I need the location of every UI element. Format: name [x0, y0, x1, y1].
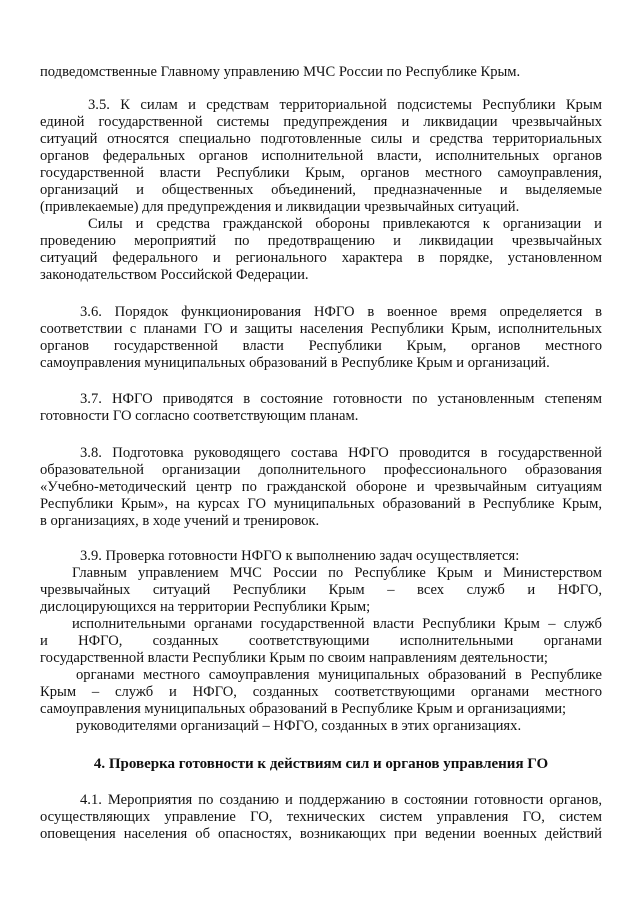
paragraph-line: образовательной организации дополнительного профессионального образования	[40, 462, 602, 478]
paragraph-line: (привлекаемые) для предупреждения и ликвидации чрезвычайных ситуаций.	[40, 199, 520, 215]
paragraph-line: «Учебно-методический центр по гражданской обороне и чрезвычайным ситуациям	[40, 479, 602, 495]
paragraph-line: готовности ГО согласно соответствующим планам.	[40, 408, 359, 424]
paragraph-line: самоуправления муниципальных образований в Республике Крым и организаций.	[40, 355, 550, 371]
paragraph-line: 3.8. Подготовка руководящего состава НФГО проводится в государственной	[80, 445, 602, 461]
paragraph-line: ситуаций относятся специально подготовленные силы и средства территориальных	[40, 131, 602, 147]
paragraph-line: 4.1. Мероприятия по созданию и поддержанию в состоянии готовности органов,	[80, 792, 602, 808]
paragraph-line: чрезвычайных ситуаций Республики Крым – всех служб и НФГО,	[40, 582, 602, 598]
paragraph-line: исполнительными органами государственной власти Республики Крым – служб	[72, 616, 602, 632]
paragraph-line: оповещения населения об опасностях, возникающих при ведении военных действий	[40, 826, 602, 842]
paragraph-line: 3.9. Проверка готовности НФГО к выполнению задач осуществляется:	[80, 548, 520, 564]
paragraph-line: Крым – служб и НФГО, созданных соответствующими органами местного	[40, 684, 602, 700]
paragraph-line: подведомственные Главному управлению МЧС России по Республике Крым.	[40, 64, 521, 80]
paragraph-line: 3.7. НФГО приводятся в состояние готовности по установленным степеням	[80, 391, 602, 407]
paragraph-line: Главным управлением МЧС России по Республике Крым и Министерством	[72, 565, 602, 581]
paragraph-line: органов государственной власти Республики Крым, органов местного	[40, 338, 602, 354]
paragraph-line: 3.5. К силам и средствам территориальной подсистемы Республики Крым	[88, 97, 602, 113]
paragraph-line: организаций и общественных объединений, предназначенные и выделяемые	[40, 182, 602, 198]
paragraph-line: органами местного самоуправления муниципальных образований в Республике	[76, 667, 602, 683]
paragraph-line: 3.6. Порядок функционирования НФГО в военное время определяется в	[80, 304, 602, 320]
paragraph-line: проведению мероприятий по предотвращению и ликвидации чрезвычайных	[40, 233, 602, 249]
paragraph-line: осуществляющих управление ГО, технических систем управления ГО, систем	[40, 809, 602, 825]
paragraph-line: и НФГО, созданных соответствующими исполнительными органами	[40, 633, 602, 649]
paragraph-line: Республики Крым», на курсах ГО муниципальных образований в Республике Крым,	[40, 496, 602, 512]
paragraph-line: законодательством Российской Федерации.	[40, 267, 309, 283]
paragraph-line: единой государственной системы предупреждения и ликвидации чрезвычайных	[40, 114, 602, 130]
paragraph-line: государственной власти Республики Крым по своим направлениям деятельности;	[40, 650, 548, 666]
paragraph-line: Силы и средства гражданской обороны привлекаются к организации и	[88, 216, 602, 232]
paragraph-line: органов федеральных органов исполнительной власти, исполнительных органов	[40, 148, 602, 164]
paragraph-line: самоуправления муниципальных образований в Республике Крым и организациями;	[40, 701, 567, 717]
paragraph-line: руководителями организаций – НФГО, созданных в этих организациях.	[76, 718, 522, 734]
paragraph-line: соответствии с планами ГО и защиты населения Республики Крым, исполнительных	[40, 321, 602, 337]
section-heading: 4. Проверка готовности к действиям сил и органов управления ГО	[93, 756, 549, 772]
paragraph-line: ситуаций федерального и регионального характера в порядке, установленном	[40, 250, 602, 266]
paragraph-line: дислоцирующихся на территории Республики Крым;	[40, 599, 371, 615]
paragraph-line: государственной власти Республики Крым, органов местного самоуправления,	[40, 165, 602, 181]
paragraph-line: в организациях, в ходе учений и тренировок.	[40, 513, 320, 529]
